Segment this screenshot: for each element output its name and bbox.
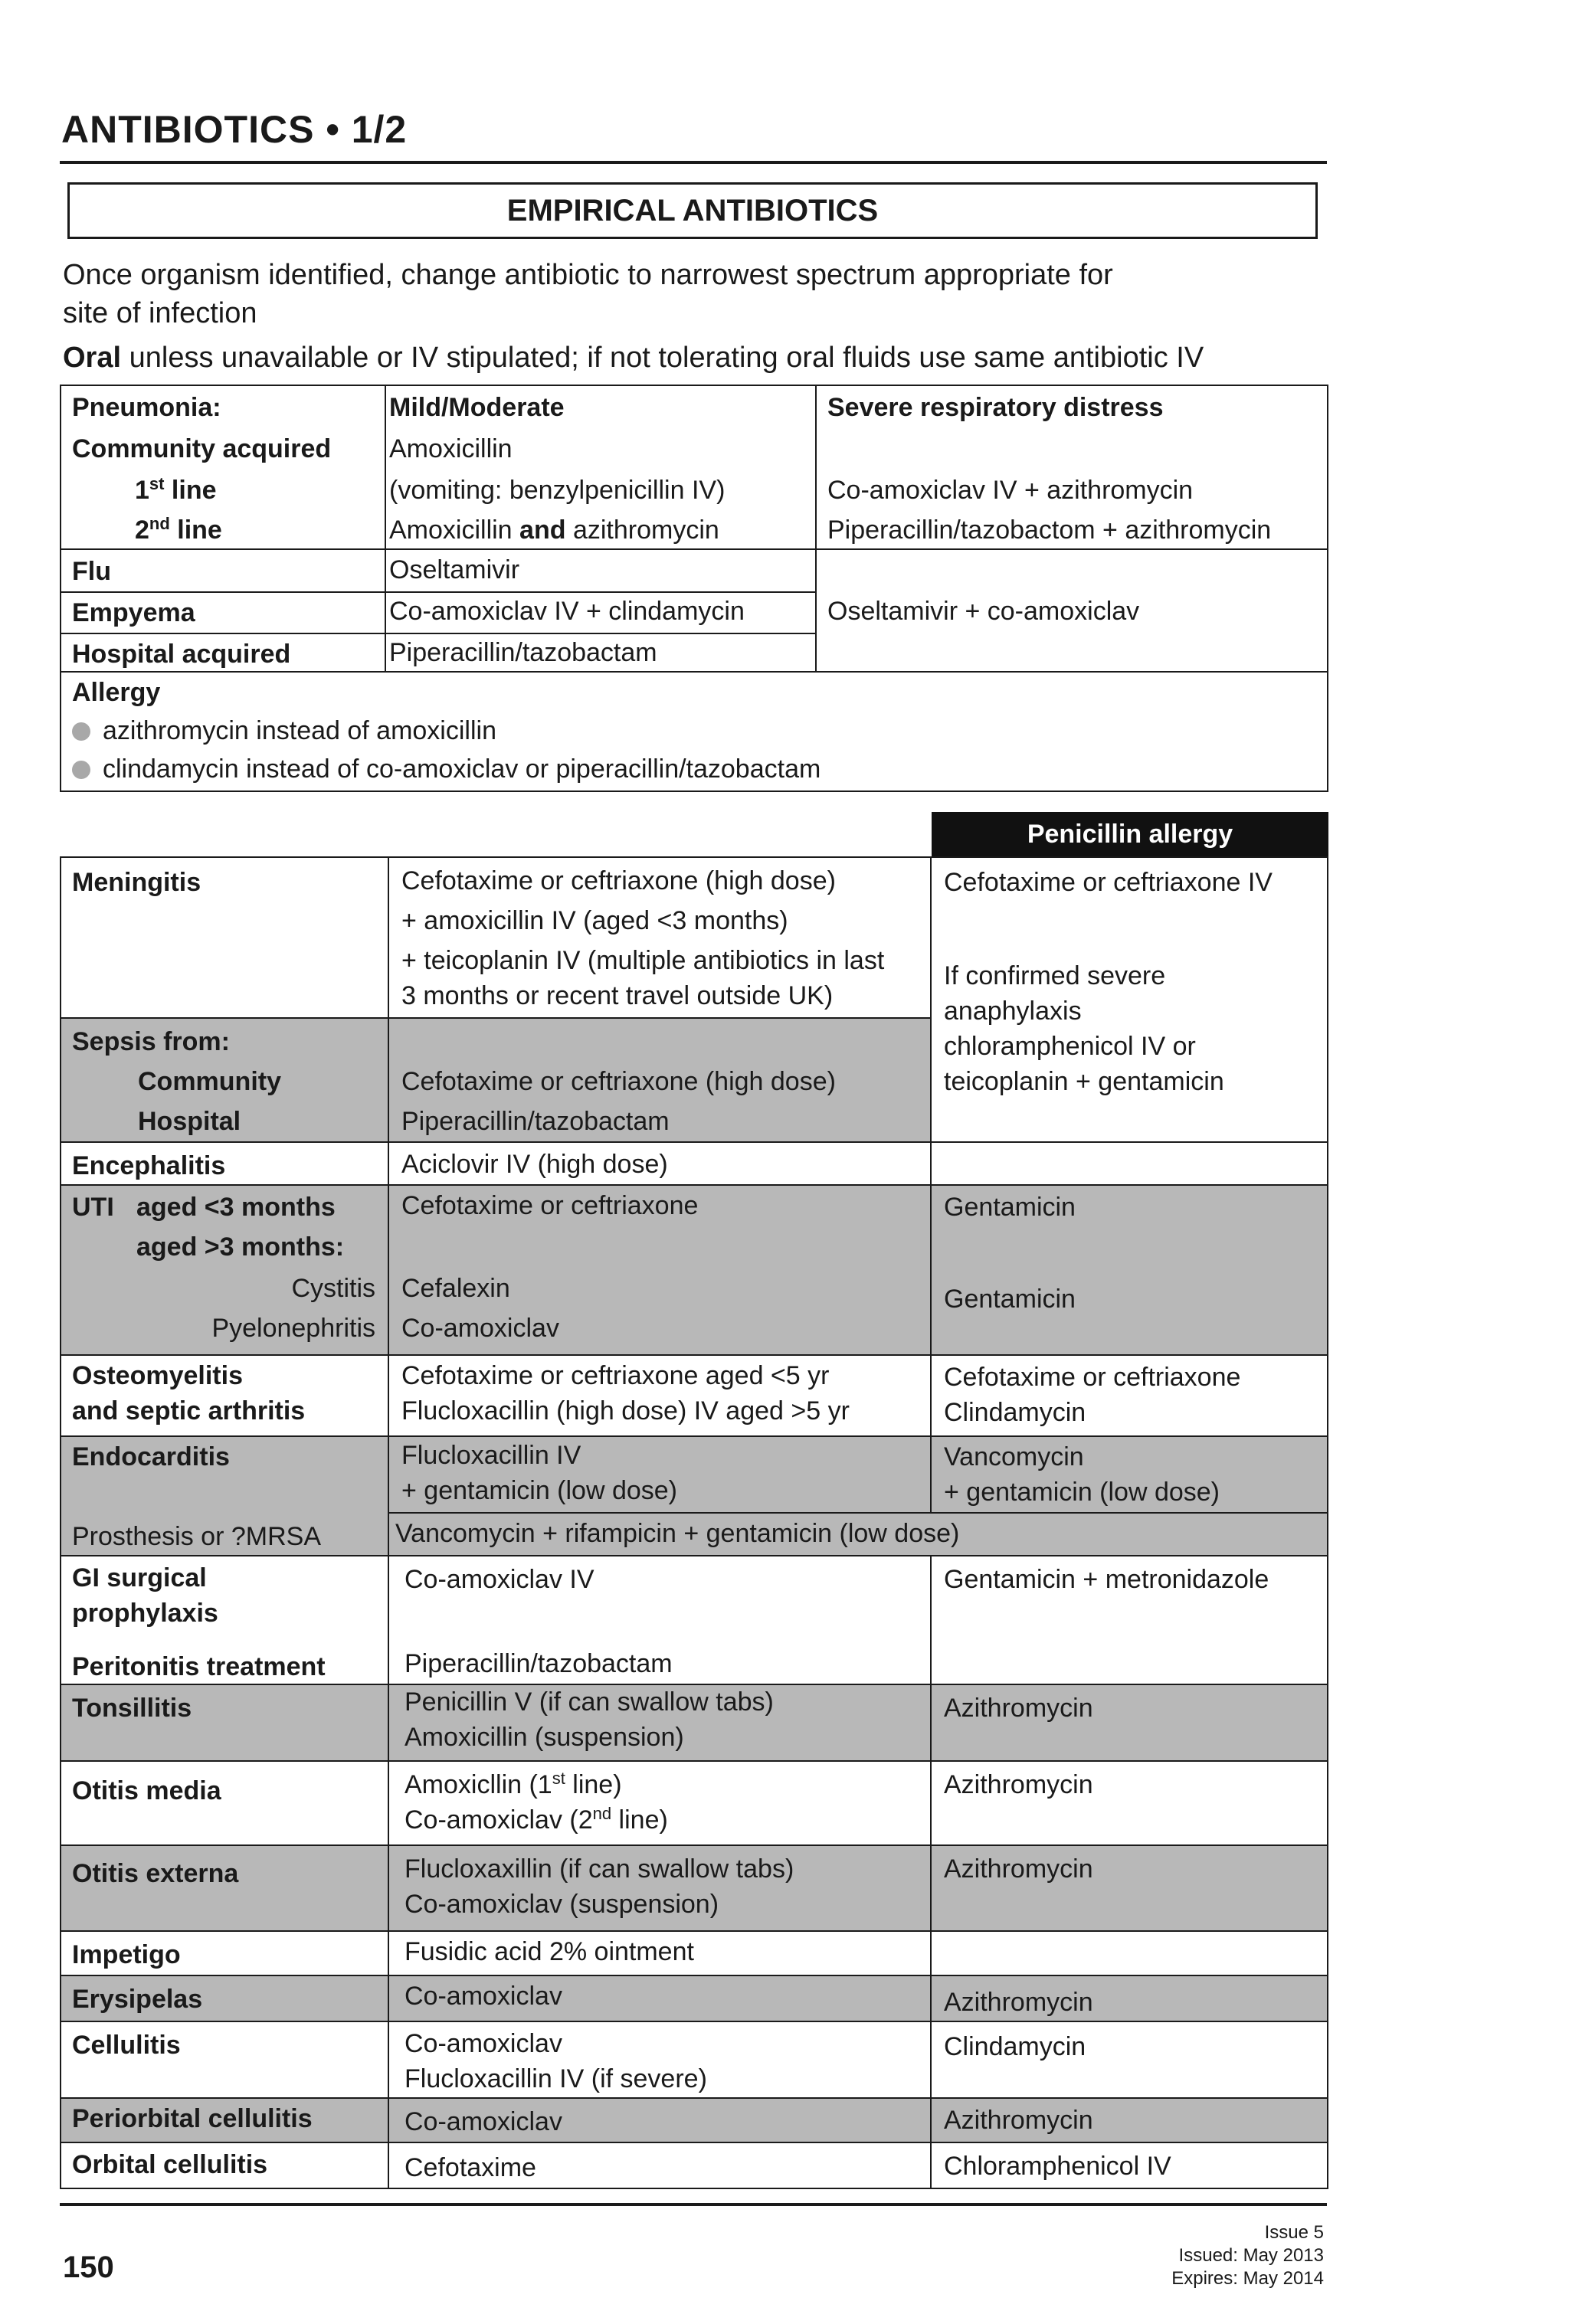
otitis-media-allergy: Azithromycin [944, 1770, 1093, 1799]
otitis-media-label: Otitis media [72, 1776, 221, 1805]
community-acquired: Community acquired [72, 434, 332, 463]
bullet-icon [72, 722, 90, 741]
first-line-word: line [164, 476, 217, 505]
second-line-sup: nd [149, 514, 170, 533]
otitis-externa-label: Otitis externa [72, 1859, 239, 1888]
second-mild-a: Amoxicillin [389, 516, 520, 545]
pyelonephritis-treatment: Co-amoxiclav [401, 1314, 559, 1343]
oral-rest: unless unavailable or IV stipulated; if not tolerating oral fluids use same antibiotic IV [121, 342, 1204, 374]
sepsis-label: Sepsis from: [72, 1027, 230, 1056]
peritonitis-label: Peritonitis treatment [72, 1652, 326, 1681]
peritonitis-treatment: Piperacillin/tazobactam [405, 1649, 673, 1678]
page-number: 150 [63, 2250, 114, 2284]
hospital-mild: Piperacillin/tazobactam [389, 638, 657, 667]
endocarditis-treatment: Flucloxacillin IV [401, 1441, 581, 1470]
divider [60, 548, 1328, 550]
divider [60, 1844, 1328, 1846]
tonsillitis-label: Tonsillitis [72, 1694, 192, 1723]
divider [60, 1017, 932, 1019]
shared-severe: Oseltamivir + co-amoxiclav [827, 597, 1140, 626]
allergy-head: Allergy [72, 678, 161, 707]
meningitis-label: Meningitis [72, 868, 201, 897]
divider [385, 385, 386, 671]
om-t2a: Co-amoxiclav (2 [405, 1805, 593, 1835]
orbital-treatment: Cefotaxime [405, 2153, 536, 2182]
impetigo-label: Impetigo [72, 1940, 181, 1969]
intro-line-1: Once organism identified, change antibiotic to narrowest spectrum appropriate for [63, 259, 1113, 291]
divider [60, 1684, 1328, 1685]
erysipelas-allergy: Azithromycin [944, 1988, 1093, 2017]
meningitis-allergy: teicoplanin + gentamicin [944, 1067, 1224, 1096]
cellulitis-treatment: Co-amoxiclav [405, 2029, 562, 2058]
section-title: EMPIRICAL ANTIBIOTICS [67, 182, 1318, 239]
divider [60, 1184, 1328, 1186]
encephalitis-treatment: Aciclovir IV (high dose) [401, 1150, 668, 1179]
periorbital-treatment: Co-amoxiclav [405, 2107, 562, 2136]
allergy-item-text: azithromycin instead of amoxicillin [103, 716, 496, 745]
cellulitis-label: Cellulitis [72, 2031, 181, 2060]
sepsis-hospital-treatment: Piperacillin/tazobactam [401, 1107, 670, 1136]
cystitis-treatment: Cefalexin [401, 1274, 510, 1303]
divider [60, 2097, 1328, 2099]
uti-over-3-label: aged >3 months: [136, 1232, 345, 1262]
oral-bold: Oral [63, 342, 122, 374]
divider [930, 1555, 932, 2189]
uti-label: UTI [72, 1193, 114, 1222]
divider [388, 1512, 1328, 1514]
cystitis-label: Cystitis [291, 1274, 375, 1303]
meningitis-treatment: Cefotaxime or ceftriaxone (high dose) [401, 866, 836, 895]
om-t2sup: nd [592, 1804, 612, 1823]
penicillin-allergy-head: Penicillin allergy [932, 812, 1328, 856]
allergy-item [72, 715, 496, 746]
prosthesis-treatment: Vancomycin + rifampicin + gentamicin (low dose) [395, 1519, 960, 1548]
flu-label: Flu [72, 557, 111, 586]
orbital-allergy: Chloramphenicol IV [944, 2152, 1171, 2181]
otitis-externa-treatment: Co-amoxiclav (suspension) [405, 1890, 719, 1919]
uti-over-3-allergy: Gentamicin [944, 1285, 1076, 1314]
meningitis-treatment: + amoxicillin IV (aged <3 months) [401, 906, 788, 935]
osteomyelitis-allergy: Clindamycin [944, 1398, 1086, 1427]
divider [815, 385, 817, 671]
otitis-media-treatment [405, 1769, 622, 1800]
gi-treatment: Co-amoxiclav IV [405, 1565, 595, 1594]
second-line-label [135, 515, 222, 545]
sepsis-hospital: Hospital [138, 1107, 241, 1136]
impetigo-treatment: Fusidic acid 2% ointment [405, 1937, 694, 1966]
uti-under-3-label: aged <3 months [136, 1193, 336, 1222]
first-line-num: 1 [135, 476, 149, 505]
second-line-severe: Piperacillin/tazobactom + azithromycin [827, 516, 1272, 545]
divider [60, 2142, 1328, 2143]
divider [60, 1435, 1328, 1437]
orbital-label: Orbital cellulitis [72, 2150, 268, 2179]
cellulitis-treatment: Flucloxacillin IV (if severe) [405, 2064, 707, 2093]
first-line-severe: Co-amoxiclav IV + azithromycin [827, 476, 1194, 505]
erysipelas-label: Erysipelas [72, 1985, 203, 2014]
divider [60, 2021, 1328, 2022]
hospital-label: Hospital acquired [72, 640, 291, 669]
second-mild-and: and [519, 516, 566, 545]
empyema-mild: Co-amoxiclav IV + clindamycin [389, 597, 745, 626]
second-line-word: line [169, 516, 222, 545]
sepsis-community: Community [138, 1067, 281, 1096]
uti-under-3-treatment: Cefotaxime or ceftriaxone [401, 1191, 699, 1220]
first-line-mild: (vomiting: benzylpenicillin IV) [389, 476, 726, 505]
flu-mild: Oseltamivir [389, 555, 520, 584]
endocarditis-allergy: + gentamicin (low dose) [944, 1478, 1220, 1507]
osteomyelitis-label: Osteomyelitis [72, 1361, 243, 1390]
intro-line-2: site of infection [63, 297, 257, 329]
meningitis-treatment: + teicoplanin IV (multiple antibiotics in last [401, 946, 885, 975]
meningitis-allergy: anaphylaxis [944, 997, 1082, 1026]
divider [60, 1555, 1328, 1556]
osteomyelitis-treatment: Cefotaxime or ceftriaxone aged <5 yr [401, 1361, 830, 1390]
allergy-item-text: clindamycin instead of co-amoxiclav or piperacillin/tazobactam [103, 754, 821, 784]
divider [60, 671, 1328, 673]
divider [60, 633, 386, 634]
pyelonephritis-label: Pyelonephritis [211, 1314, 375, 1343]
otitis-externa-treatment: Flucloxaxillin (if can swallow tabs) [405, 1854, 794, 1884]
gi-prophylaxis-label: prophylaxis [72, 1599, 218, 1628]
periorbital-allergy: Azithromycin [944, 2106, 1093, 2135]
om-t1a: Amoxicllin (1 [405, 1770, 552, 1799]
meningitis-allergy: chloramphenicol IV or [944, 1032, 1196, 1061]
cellulitis-allergy: Clindamycin [944, 2032, 1086, 2061]
endocarditis-label: Endocarditis [72, 1442, 230, 1471]
mild-moderate-head: Mild/Moderate [389, 393, 565, 422]
uti-under-3-allergy: Gentamicin [944, 1193, 1076, 1222]
community-mild: Amoxicillin [389, 434, 513, 463]
otitis-media-treatment [405, 1805, 668, 1835]
expiry-date: Expires: May 2014 [1171, 2268, 1324, 2289]
divider [385, 633, 817, 634]
first-line-label [135, 475, 217, 506]
severe-head: Severe respiratory distress [827, 393, 1164, 422]
second-line-num: 2 [135, 516, 149, 545]
bullet-icon [72, 761, 90, 779]
allergy-item [72, 754, 821, 784]
gi-allergy: Gentamicin + metronidazole [944, 1565, 1269, 1594]
gi-surgical-label: GI surgical [72, 1563, 207, 1592]
septic-arthritis-label: and septic arthritis [72, 1396, 306, 1425]
divider [60, 591, 386, 593]
title-rule [60, 161, 1327, 164]
divider [60, 1141, 1328, 1143]
sepsis-community-treatment: Cefotaxime or ceftriaxone (high dose) [401, 1067, 836, 1096]
footer-rule [60, 2203, 1327, 2206]
periorbital-label: Periorbital cellulitis [72, 2104, 313, 2133]
tonsillitis-treatment: Amoxicillin (suspension) [405, 1723, 684, 1752]
page-title: ANTIBIOTICS • 1/2 [61, 108, 408, 151]
divider [60, 1354, 1328, 1356]
divider [60, 1760, 1328, 1762]
tonsillitis-treatment: Penicillin V (if can swallow tabs) [405, 1687, 774, 1717]
om-t1b: line) [565, 1770, 622, 1799]
empyema-label: Empyema [72, 598, 195, 627]
tonsillitis-allergy: Azithromycin [944, 1694, 1093, 1723]
second-line-mild [389, 515, 719, 545]
issue-number: Issue 5 [1264, 2222, 1324, 2243]
osteomyelitis-allergy: Cefotaxime or ceftriaxone [944, 1363, 1241, 1392]
om-t2b: line) [611, 1805, 668, 1835]
first-line-sup: st [149, 474, 165, 493]
oral-note [63, 339, 1204, 377]
erysipelas-treatment: Co-amoxiclav [405, 1982, 562, 2011]
divider [385, 591, 817, 593]
pneumonia-label: Pneumonia: [72, 393, 221, 422]
meningitis-treatment: 3 months or recent travel outside UK) [401, 981, 834, 1010]
meningitis-allergy: Cefotaxime or ceftriaxone IV [944, 868, 1273, 897]
prosthesis-label: Prosthesis or ?MRSA [72, 1522, 321, 1551]
meningitis-allergy: If confirmed severe [944, 961, 1166, 990]
otitis-externa-allergy: Azithromycin [944, 1854, 1093, 1884]
endocarditis-allergy: Vancomycin [944, 1442, 1084, 1471]
divider [60, 1930, 1328, 1932]
issued-date: Issued: May 2013 [1178, 2245, 1324, 2266]
divider [60, 1975, 1328, 1976]
second-mild-b: azithromycin [565, 516, 719, 545]
om-t1sup: st [552, 1769, 565, 1788]
osteomyelitis-treatment: Flucloxacillin (high dose) IV aged >5 yr [401, 1396, 850, 1425]
divider [388, 856, 389, 2189]
endocarditis-treatment: + gentamicin (low dose) [401, 1476, 678, 1505]
encephalitis-label: Encephalitis [72, 1151, 226, 1180]
